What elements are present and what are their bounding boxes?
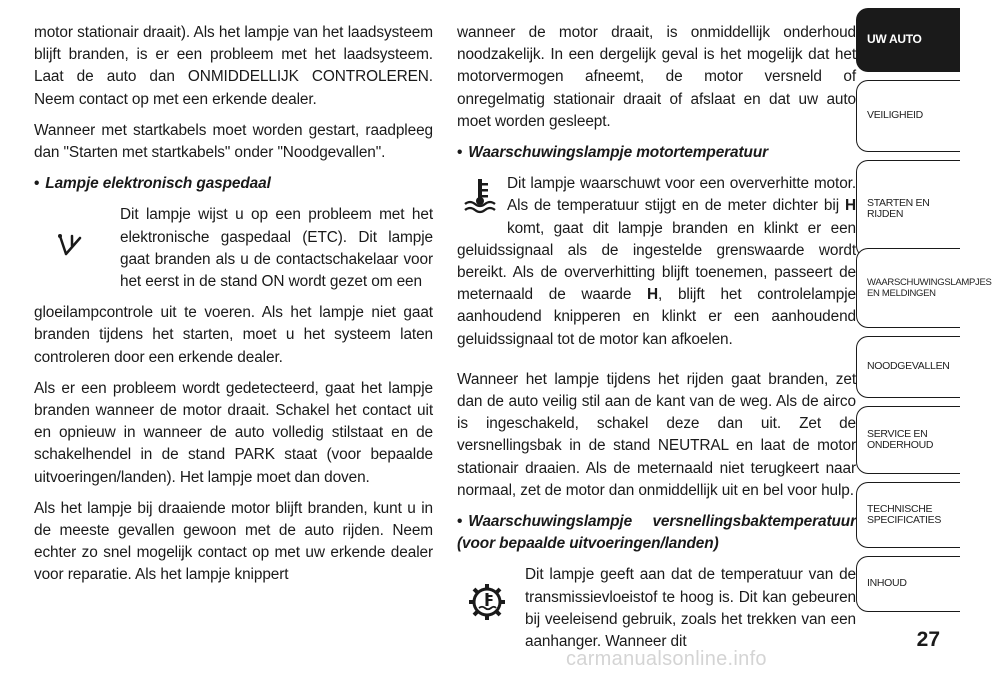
tab-noodgevallen[interactable]: NOODGEVALLEN bbox=[856, 336, 960, 398]
coolant-temperature-icon bbox=[457, 173, 507, 233]
watermark: carmanualsonline.info bbox=[566, 648, 767, 670]
left-column bbox=[34, 22, 433, 596]
bullet: • bbox=[34, 175, 40, 193]
paragraph-lamp-while-driving: Wanneer het lampje tijdens het rijden gaat branden, zet dan de auto veilig stil aan de kant van de weg. Als de airco is ingeschakeld, schakel deze dan uit. Zet de versnellingsbak in de stand NEUTRAL en laat de motor stationair draaien. Als de meternaald niet terugkeert naar normaal, zet de motor dan onmiddellijk uit en bel voor hulp. bbox=[457, 370, 856, 499]
page-number: 27 bbox=[916, 628, 940, 651]
paragraph-engine-running: wanneer de motor draait, is onmiddellijk onderhoud noodzakelijk. In een dergelijk geval is het mogelijk dat het motorvermogen afneemt, de motor versneld of onregelmatig stationair draait of afslaat en dat uw auto moet worden gesleept. bbox=[457, 24, 856, 130]
paragraph-jump-start: Wanneer met startkabels moet worden gestart, raadpleeg dan "Starten met startkabels" onder "Noodgevallen". bbox=[34, 121, 433, 162]
text-transmission-temperature: Dit lampje geeft aan dat de temperatuur van de transmissievloeistof te hoog is. Dit kan gebeuren bij veeleisend gebruik, zoals het trekken van een aanhanger. Wanneer dit bbox=[525, 566, 856, 651]
paragraph-lamp-stays-on: Als het lampje bij draaiende motor blijft branden, kunt u in de meeste gevallen gewoon met de auto rijden. Neem echter zo snel mogelijk contact op met uw erkende dealer voor reparatie. Als het lampje knippert bbox=[34, 499, 433, 584]
heading-transmission-temperature: • Waarschuwingslampje versnellingsbaktemperatuur (voor bepaalde uitvoeringen/landen) bbox=[457, 513, 856, 553]
tab-uw-auto[interactable]: UW AUTO bbox=[856, 8, 960, 72]
right-column bbox=[457, 22, 856, 662]
transmission-temperature-icon bbox=[457, 564, 525, 644]
chapter-sidebar bbox=[856, 0, 992, 678]
tab-waarschuwingslampjes[interactable]: WAARSCHUWINGSLAMPJES EN MELDINGEN bbox=[856, 248, 960, 328]
electronic-throttle-icon bbox=[34, 204, 106, 292]
text-electronic-throttle-rest: gloeilampcontrole uit te voeren. Als het lampje niet gaat branden tijdens het starten, moet u het systeem laten controleren door een erkende dealer. bbox=[34, 304, 433, 366]
text-electronic-throttle-indented: Dit lampje wijst u op een probleem met het elektronische gaspedaal (ETC). Dit lampje gaat branden als u de contactschakelaar voor het eerst in de stand ON wordt gezet om een bbox=[120, 206, 433, 291]
paragraph-problem-detected: Als er een probleem wordt gedetecteerd, gaat het lampje branden wanneer de motor draait. Schakel het contact uit en opnieuw in wanneer de auto volledig stilstaat en de schakelhendel in de stand PARK staat (voor bepaalde uitvoeringen/landen). Het lampje moet dan doven. bbox=[34, 379, 433, 486]
bullet: • bbox=[457, 144, 463, 162]
tab-inhoud[interactable]: INHOUD bbox=[856, 556, 960, 612]
heading-engine-temperature: • Waarschuwingslampje motortemperatuur bbox=[457, 144, 769, 162]
tab-veiligheid[interactable]: VEILIGHEID bbox=[856, 80, 960, 152]
heading-electronic-throttle: • Lampje elektronisch gaspedaal bbox=[34, 175, 271, 193]
paragraph-charging-system: motor stationair draait). Als het lampje van het laadsysteem blijft branden, is er een probleem met het laadsysteem. Laat de auto dan ONMIDDELLIJK CONTROLEREN. Neem contact op met een erkende dealer. bbox=[34, 24, 433, 108]
bullet: • bbox=[457, 513, 463, 531]
tab-service-en-onderhoud[interactable]: SERVICE EN ONDERHOUD bbox=[856, 406, 960, 474]
text-engine-temperature: Dit lampje waarschuwt voor een oververhitte motor. Als de temperatuur stijgt en de meter dichter bij H komt, gaat dit lampje branden en klinkt er een geluidssignaal als de ingestelde grenswaarde wordt bereikt. Als de oververhitting blijft toenemen, passeert de meternaald de waarde H, blijft het controlelampje aanhoudend knipperen en klinkt er een aanhoudend geluidssignaal tot de motor kan afkoelen. bbox=[457, 175, 857, 348]
tab-starten-en-rijden[interactable]: STARTEN EN RIJDEN bbox=[856, 160, 960, 258]
tab-technische-specificaties[interactable]: TECHNISCHE SPECIFICATIES bbox=[856, 482, 960, 548]
